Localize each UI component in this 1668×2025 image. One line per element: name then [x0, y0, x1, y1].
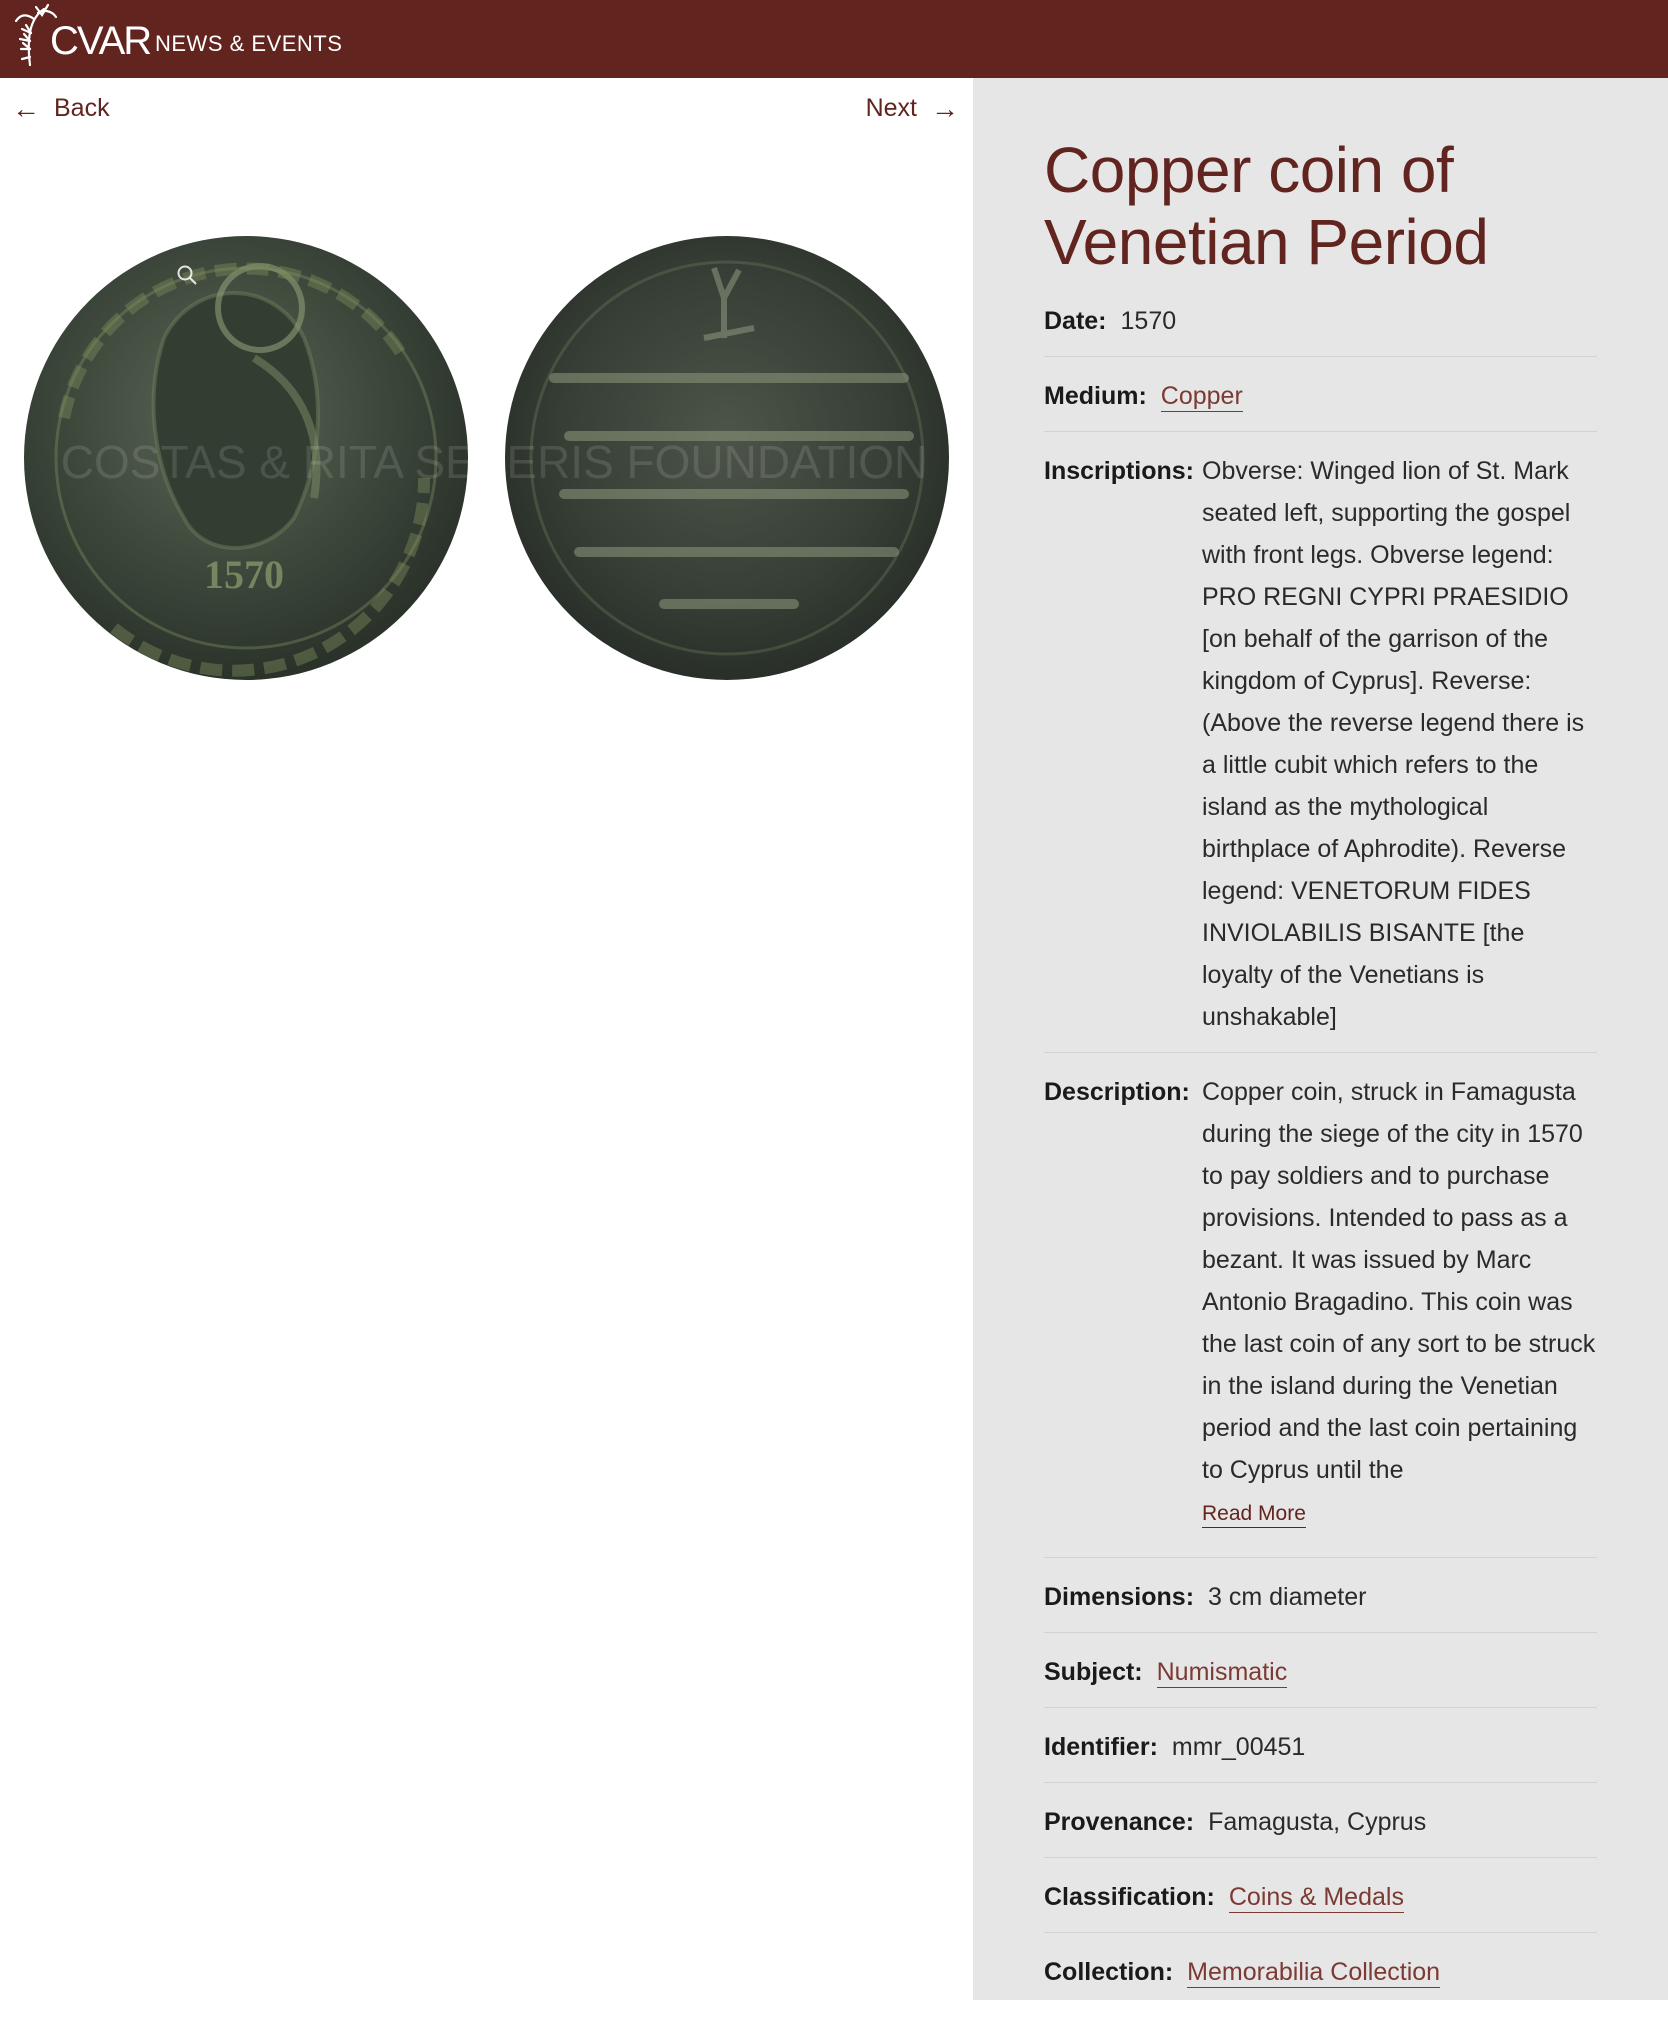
field-identifier	[1044, 1726, 1597, 1783]
field-value	[1173, 1951, 1440, 1993]
metadata-list	[1044, 300, 1597, 2025]
field-label: Provenance:	[1044, 1808, 1195, 1836]
field-value	[1215, 1876, 1404, 1918]
logo-wordmark: CVAR	[50, 18, 151, 63]
site-header	[0, 0, 1668, 78]
field-value: mmr_00451	[1171, 1733, 1306, 1761]
next-link[interactable]	[866, 94, 959, 123]
field-value	[1202, 1071, 1597, 1533]
field-medium	[1044, 375, 1597, 432]
read-more-link[interactable]: Read More	[1202, 1501, 1306, 1528]
field-label: Date:	[1044, 307, 1107, 335]
next-label: Next	[865, 94, 917, 122]
description-text: Copper coin, struck in Famagusta during the siege of the city in 1570 to pay soldiers and to purchase provisions. Intended to pass as a bezant. It was issued by Marc Antonio Bragadino. This coin was the last coin of any sort to be struck in the island during the Venetian period and the last coin pertaining to Cyprus until the	[1202, 1078, 1596, 1484]
field-value	[1143, 1651, 1288, 1693]
field-label: Subject:	[1044, 1658, 1143, 1686]
nav-contact[interactable]: CONTACT	[170, 166, 274, 189]
back-label: Back	[54, 94, 110, 122]
obverse-date-text: 1570	[204, 552, 284, 597]
search-icon[interactable]	[176, 264, 198, 286]
field-label: Description:	[1044, 1078, 1190, 1106]
metadata-panel	[973, 78, 1668, 2000]
collection-link[interactable]: Memorabilia Collection	[1187, 1958, 1441, 1986]
back-link[interactable]	[12, 94, 110, 123]
field-label: Identifier:	[1044, 1733, 1158, 1761]
arrow-left-icon: ←	[12, 92, 40, 124]
field-dimensions	[1044, 1576, 1597, 1633]
nav-news-events[interactable]: NEWS & EVENTS	[155, 31, 343, 56]
classification-link[interactable]: Coins & Medals	[1228, 1883, 1404, 1911]
object-title: Copper coin of Venetian Period	[1044, 134, 1489, 278]
field-classification	[1044, 1876, 1597, 1933]
language-switcher[interactable]: GR / TR /	[846, 216, 939, 241]
field-value: Famagusta, Cyprus	[1208, 1808, 1427, 1836]
field-label: Dimensions:	[1044, 1583, 1195, 1611]
field-description	[1044, 1071, 1597, 1558]
field-collection	[1044, 1951, 1597, 2007]
coin-photo[interactable]	[24, 158, 950, 688]
field-inscriptions	[1044, 450, 1597, 1053]
field-value: Obverse: Winged lion of St. Mark seated left, supporting the gospel with front legs. Obverse legend: PRO REGNI CYPRI PRAESIDIO [on behalf of the garrison of the kingdom of Cyprus]. Reverse: (Above the reverse legend there is a little cubit which refers to the island as the mythological birthplace of Aphrodite). Reverse legend: VENETORUM FIDES INVIOLABILIS BISANTE [the loyalty of the Venetians is unshakable]	[1202, 457, 1585, 1031]
field-label: Inscriptions:	[1044, 457, 1195, 485]
field-label: Medium:	[1044, 382, 1147, 410]
field-subject	[1044, 1651, 1597, 1708]
coin-illustration	[24, 158, 950, 688]
watermark-text: COSTAS & RITA SEVERIS FOUNDATION	[60, 436, 928, 488]
field-date	[1044, 300, 1597, 357]
arrow-right-icon: →	[931, 92, 959, 124]
subject-link[interactable]: Numismatic	[1156, 1658, 1288, 1686]
field-provenance	[1044, 1801, 1597, 1858]
medium-link[interactable]: Copper	[1160, 382, 1243, 410]
field-label: Collection:	[1044, 1958, 1174, 1986]
image-column	[0, 78, 973, 2000]
cvar-logo[interactable]	[14, 2, 154, 74]
field-label: Classification:	[1044, 1883, 1215, 1911]
field-value: 1570	[1120, 307, 1177, 335]
field-value	[1147, 375, 1243, 417]
field-value: 3 cm diameter	[1208, 1583, 1367, 1611]
